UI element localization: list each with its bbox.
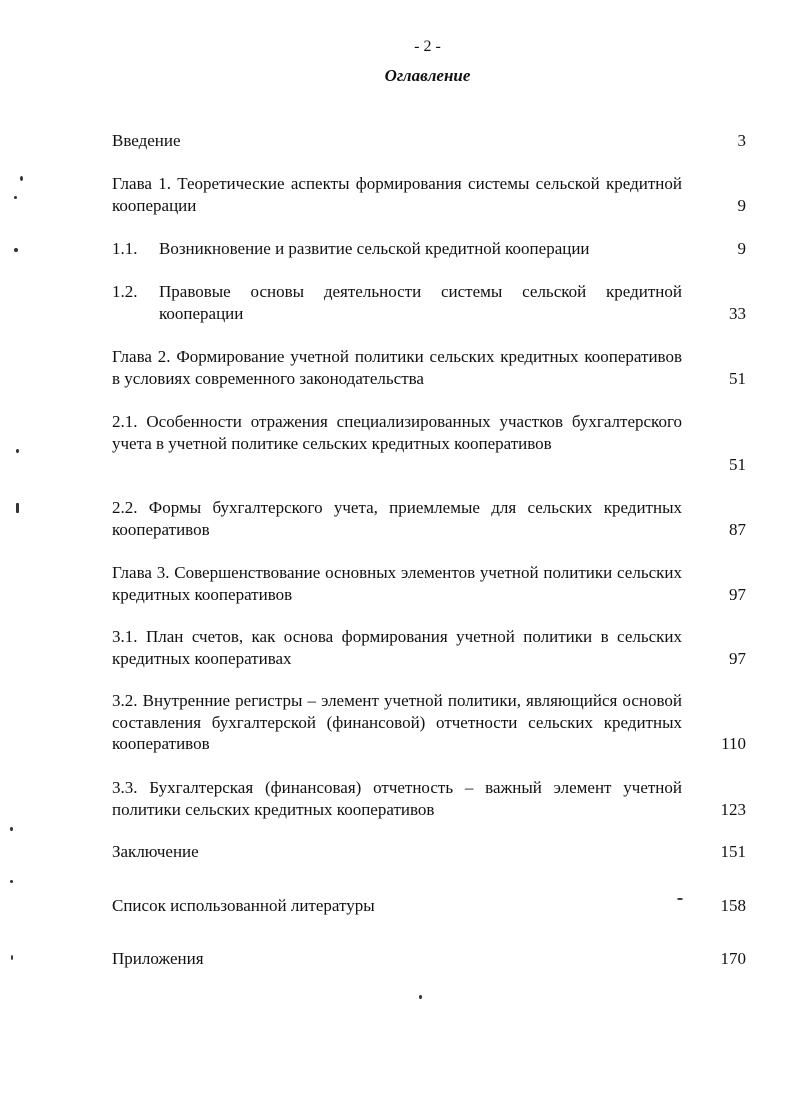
toc-entry-text: 3.2. Внутренние регистры – элемент учетной политики, являющийся основой составления бухгалтерской (финансовой) отчетности сельских кредитных кооперативов [112, 691, 682, 753]
toc-entry-text: 3.3. Бухгалтерская (финансовая) отчетность – важный элемент учетной политики сельских кредитных кооперативов [112, 778, 682, 819]
toc-entry-page: 110 [721, 734, 746, 753]
page-number: - 2 - [414, 38, 441, 55]
toc-entry-section-2-2 [112, 497, 746, 541]
toc-entry-text: Приложения [112, 949, 204, 968]
toc-entry-text: 3.1. План счетов, как основа формирования учетной политики в сельских кредитных кооперативах [112, 627, 682, 668]
toc-entry-number: 1.2. [112, 282, 138, 301]
toc-entry-page: 9 [737, 196, 746, 215]
toc-entry-page: 51 [729, 369, 746, 388]
scan-speck [16, 503, 19, 513]
scan-speck [14, 196, 17, 199]
toc-entry-text: Заключение [112, 842, 199, 861]
toc-entry-text: 2.1. Особенности отражения специализированных участков бухгалтерского учета в учетной политике сельских кредитных кооперативов [112, 412, 682, 453]
toc-entry-text: Глава 1. Теоретические аспекты формирования системы сельской кредитной кооперации [112, 174, 682, 215]
toc-entry-chapter-3 [112, 562, 746, 606]
toc-entry-text: Список использованной литературы [112, 896, 375, 915]
toc-entry-section-1-1 [112, 238, 746, 260]
toc-entry-bibliography [112, 895, 746, 917]
toc-entry-page: 33 [729, 304, 746, 323]
toc-entry-number: 1.1. [112, 239, 138, 258]
scan-speck [10, 880, 13, 883]
toc-title: Оглавление [384, 66, 471, 85]
toc-entry-page: 87 [729, 520, 746, 539]
scan-speck [10, 827, 13, 831]
toc-entry-text: 2.2. Формы бухгалтерского учета, приемлемые для сельских кредитных кооперативов [112, 498, 682, 539]
scan-speck [20, 176, 23, 181]
scan-speck [14, 248, 18, 252]
toc-entry-page: 170 [720, 949, 746, 968]
toc-entry-section-3-3 [112, 777, 746, 821]
toc-entry-chapter-1 [112, 173, 746, 217]
scan-speck [419, 995, 422, 999]
toc-entry-page: 9 [737, 239, 746, 258]
toc-entry-text: Введение [112, 131, 181, 150]
toc-entry-section-3-1 [112, 626, 746, 670]
toc-entry-section-1-2 [112, 281, 746, 325]
toc-entry-page: 158 [720, 896, 746, 915]
toc-entry-conclusion [112, 841, 746, 863]
toc-entry-section-2-1 [112, 411, 746, 477]
toc-entry-text: Возникновение и развитие сельской кредитной кооперации [159, 239, 590, 258]
toc-entry-chapter-2 [112, 346, 746, 390]
toc-entry-page: 151 [720, 842, 746, 861]
toc-entry-page: 97 [729, 649, 746, 668]
scan-speck [677, 898, 683, 900]
toc-entry-page: 51 [729, 455, 746, 474]
toc-entry-introduction [112, 130, 746, 152]
toc-entry-page: 97 [729, 585, 746, 604]
toc-entry-text: Глава 2. Формирование учетной политики сельских кредитных кооперативов в условиях современного законодательства [112, 347, 682, 388]
toc-entry-text: Глава 3. Совершенствование основных элементов учетной политики сельских кредитных кооперативов [112, 563, 682, 604]
toc-entry-section-3-2 [112, 690, 746, 756]
toc-entry-page: 3 [737, 131, 746, 150]
toc-entry-text: Правовые основы деятельности системы сельской кредитной кооперации [159, 282, 682, 323]
toc-entry-page: 123 [720, 800, 746, 819]
toc-entry-appendices [112, 948, 746, 970]
scan-speck [16, 449, 19, 453]
scan-speck [11, 955, 13, 960]
